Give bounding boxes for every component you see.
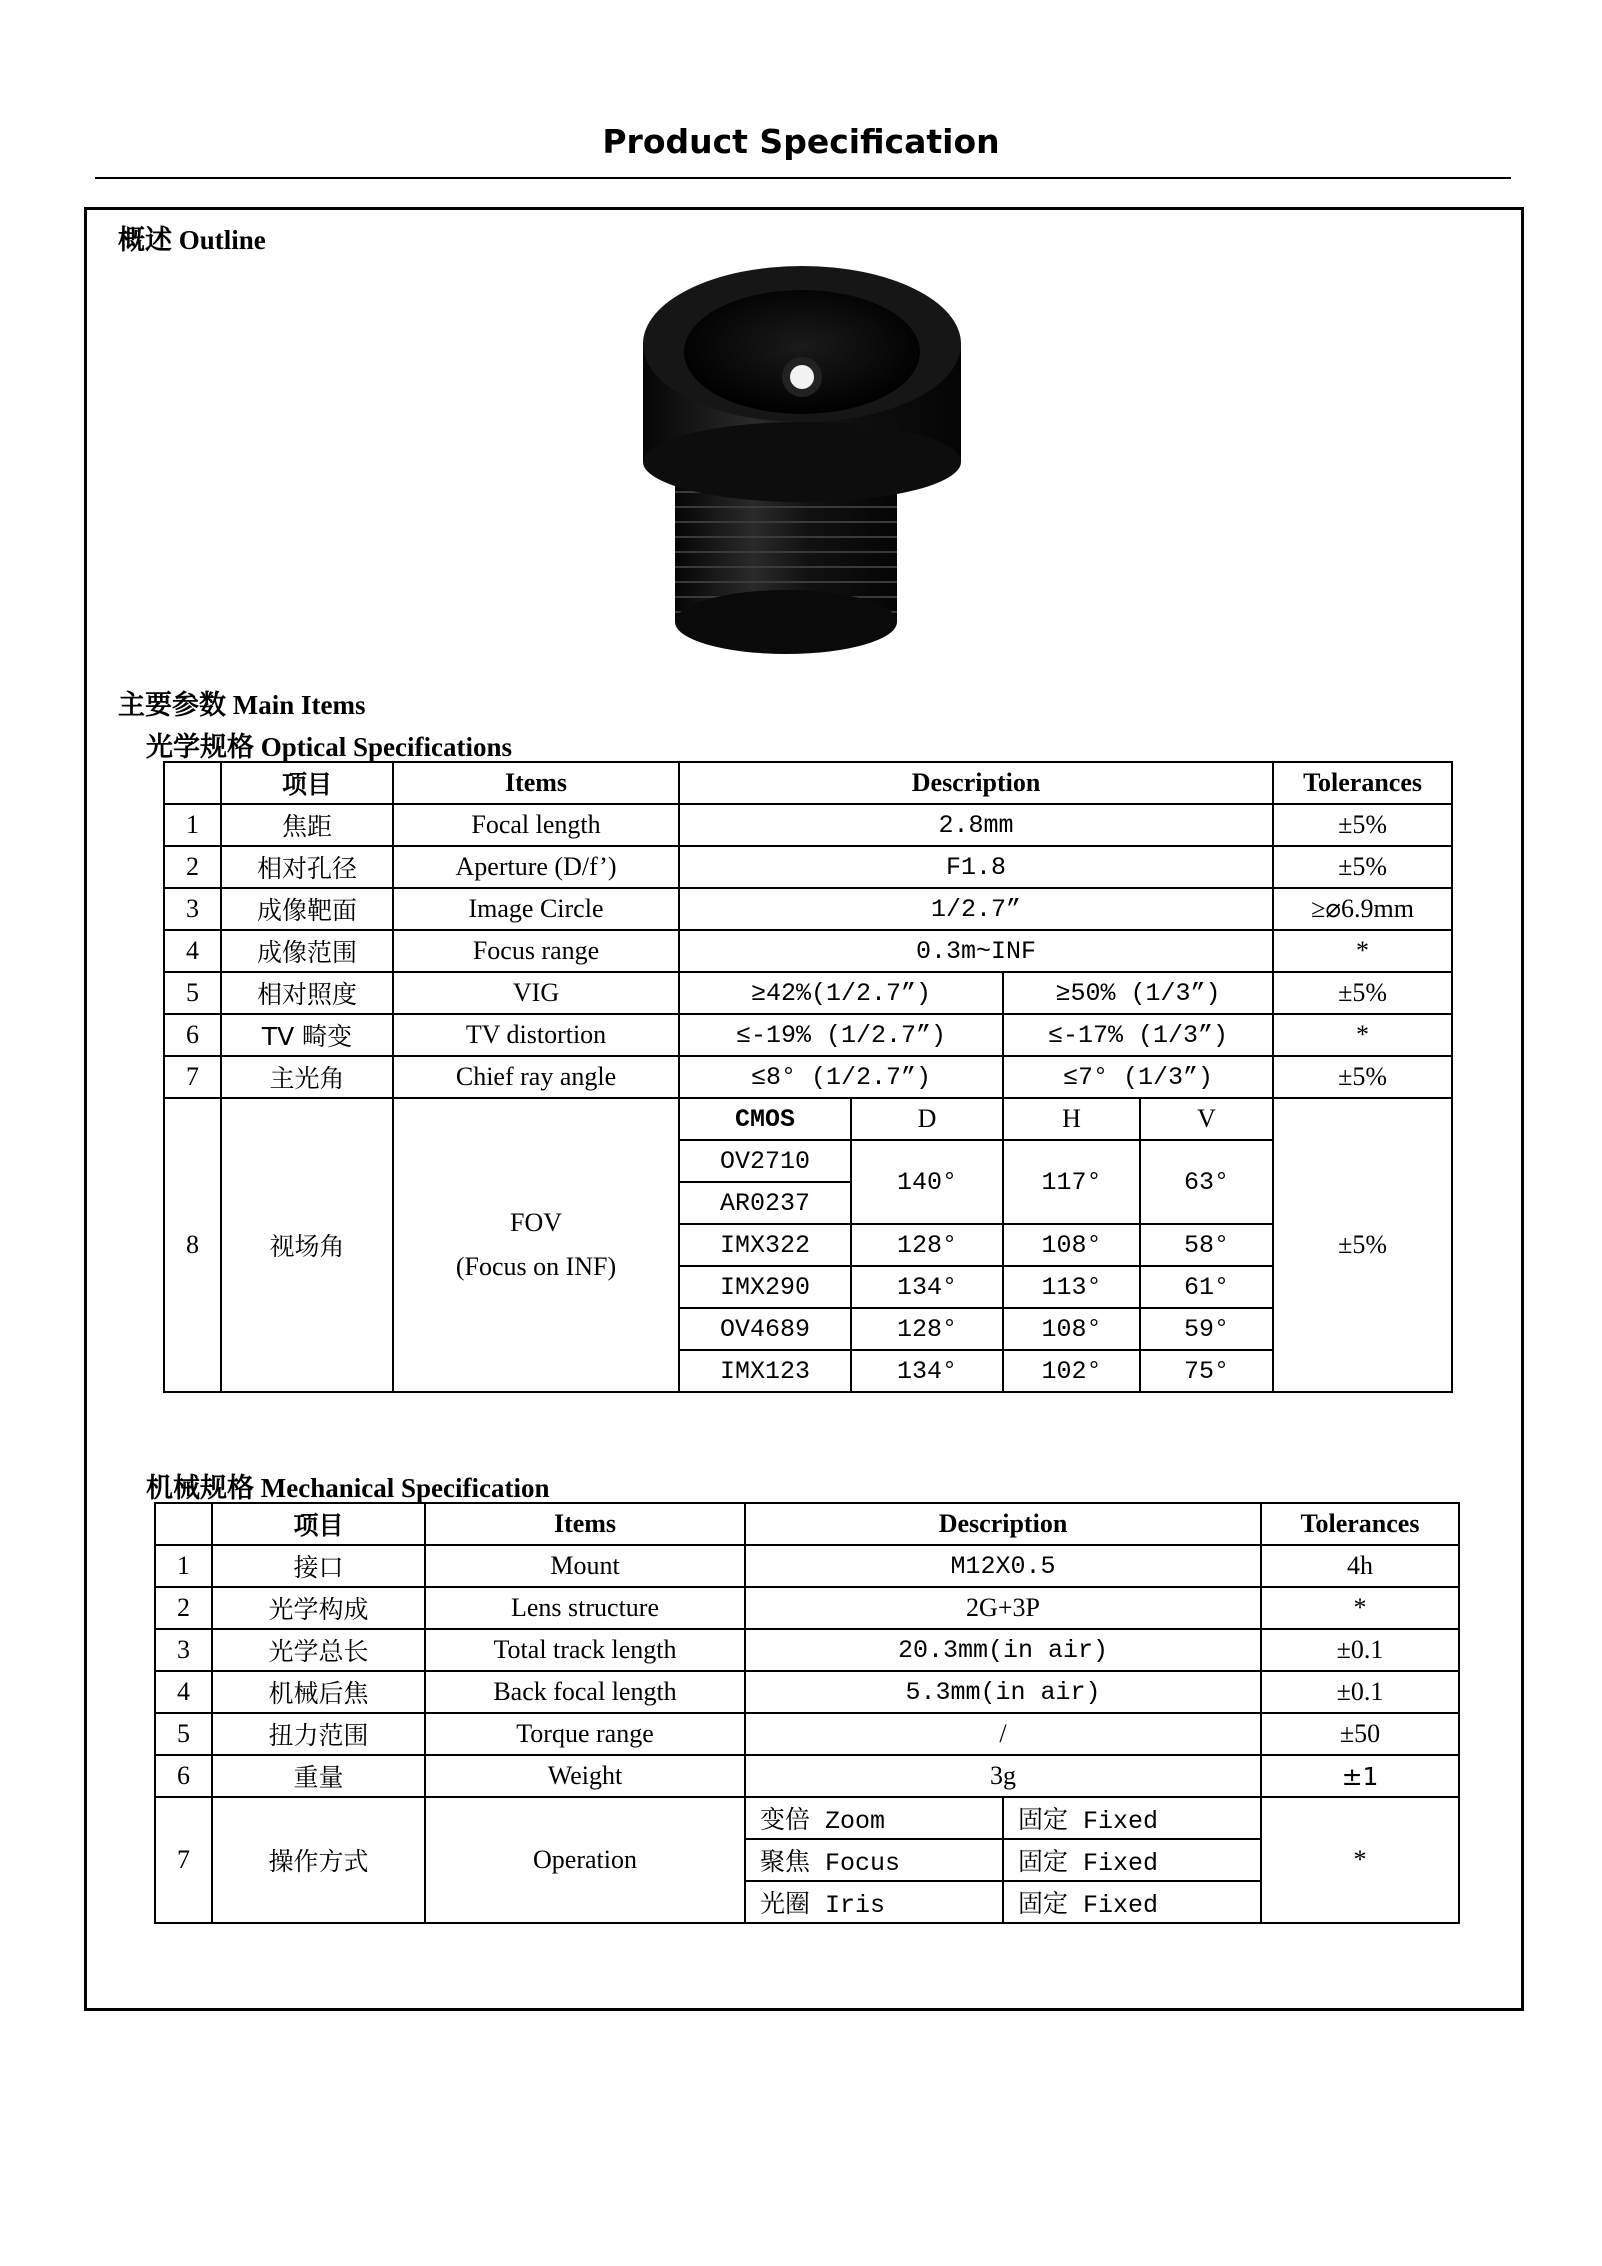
item-description: 5.3mm(in air) <box>745 1671 1261 1713</box>
table-row <box>155 1587 1459 1629</box>
fov-sensor: AR0237 <box>679 1182 851 1224</box>
table-row <box>155 1671 1459 1713</box>
item-tolerance: ±0.1 <box>1261 1671 1459 1713</box>
item-en: Image Circle <box>393 888 679 930</box>
header-cn: 项目 <box>221 762 393 804</box>
table-row <box>164 1056 1452 1098</box>
item-description-a: ≥42%(1/2.7”) <box>679 972 1003 1014</box>
row-number: 1 <box>155 1545 212 1587</box>
fov-d: 134° <box>851 1266 1003 1308</box>
item-description: 0.3m~INF <box>679 930 1273 972</box>
fov-label-line1: FOV <box>509 1208 562 1237</box>
item-en: Lens structure <box>425 1587 745 1629</box>
table-row <box>155 1713 1459 1755</box>
mechanical-heading: 机械规格 Mechanical Specification <box>146 1473 550 1503</box>
item-en: Torque range <box>425 1713 745 1755</box>
fov-v: 59° <box>1140 1308 1273 1350</box>
fov-v: 61° <box>1140 1266 1273 1308</box>
item-description: 3g <box>745 1755 1261 1797</box>
fov-h: 108° <box>1003 1224 1140 1266</box>
operation-value: 固定 Fixed <box>1003 1881 1261 1923</box>
mechanical-spec-table <box>154 1502 1460 1924</box>
fov-d: 128° <box>851 1308 1003 1350</box>
table-row <box>164 804 1452 846</box>
item-description: 20.3mm(in air) <box>745 1629 1261 1671</box>
item-description: F1.8 <box>679 846 1273 888</box>
main-items-heading: 主要参数 Main Items <box>118 690 366 720</box>
fov-h: 117° <box>1003 1140 1140 1224</box>
fov-h: 108° <box>1003 1308 1140 1350</box>
optical-spec-table <box>163 761 1453 1393</box>
table-row <box>164 888 1452 930</box>
item-description: 1/2.7” <box>679 888 1273 930</box>
item-en: Focus range <box>393 930 679 972</box>
row-number: 3 <box>164 888 221 930</box>
row-number: 2 <box>155 1587 212 1629</box>
header-cn: 项目 <box>212 1503 425 1545</box>
item-tolerance: ≥⌀6.9mm <box>1273 888 1452 930</box>
header-items: Items <box>393 762 679 804</box>
row-number: 2 <box>164 846 221 888</box>
table-row <box>164 930 1452 972</box>
row-number: 4 <box>155 1671 212 1713</box>
fov-label-line2: (Focus on INF) <box>455 1252 617 1281</box>
fov-header-row <box>164 1098 1452 1140</box>
fov-d: 140° <box>851 1140 1003 1224</box>
fov-d: 134° <box>851 1350 1003 1392</box>
optical-heading: 光学规格 Optical Specifications <box>146 732 512 762</box>
row-number: 1 <box>164 804 221 846</box>
row-number: 8 <box>164 1098 221 1392</box>
row-number: 5 <box>164 972 221 1014</box>
lens-glass <box>790 365 814 389</box>
header-tolerances: Tolerances <box>1261 1503 1459 1545</box>
item-en: TV distortion <box>393 1014 679 1056</box>
row-number: 5 <box>155 1713 212 1755</box>
lens-bottom <box>675 590 897 654</box>
fov-col-cmos: CMOS <box>679 1098 851 1140</box>
header-description: Description <box>745 1503 1261 1545</box>
item-description-a: ≤-19% (1/2.7”) <box>679 1014 1003 1056</box>
item-tolerance: 4h <box>1261 1545 1459 1587</box>
item-tolerance: ±5% <box>1273 804 1452 846</box>
fov-label <box>393 1098 679 1392</box>
operation-row <box>155 1797 1459 1839</box>
item-description-a: ≤8° (1/2.7”) <box>679 1056 1003 1098</box>
operation-mode: 聚焦 Focus <box>745 1839 1003 1881</box>
item-cn: 成像范围 <box>221 930 393 972</box>
item-cn: 主光角 <box>221 1056 393 1098</box>
item-tolerance: ±5% <box>1273 1056 1452 1098</box>
table-header-row <box>155 1503 1459 1545</box>
item-en: Weight <box>425 1755 745 1797</box>
operation-mode: 变倍 Zoom <box>745 1797 1003 1839</box>
table-row <box>155 1545 1459 1587</box>
fov-sensor: IMX322 <box>679 1224 851 1266</box>
item-cn: 焦距 <box>221 804 393 846</box>
item-cn: 视场角 <box>221 1098 393 1392</box>
item-en: Chief ray angle <box>393 1056 679 1098</box>
item-en: Back focal length <box>425 1671 745 1713</box>
item-en: Mount <box>425 1545 745 1587</box>
item-cn: 机械后焦 <box>212 1671 425 1713</box>
item-tolerance: ±5% <box>1273 846 1452 888</box>
table-row <box>164 846 1452 888</box>
row-number: 7 <box>155 1797 212 1923</box>
table-row <box>155 1629 1459 1671</box>
row-number: 3 <box>155 1629 212 1671</box>
item-tolerance: ±5% <box>1273 1098 1452 1392</box>
operation-value: 固定 Fixed <box>1003 1797 1261 1839</box>
item-en: Aperture (D/f’) <box>393 846 679 888</box>
item-cn: 相对孔径 <box>221 846 393 888</box>
fov-h: 102° <box>1003 1350 1140 1392</box>
header-items: Items <box>425 1503 745 1545</box>
fov-sensor: OV2710 <box>679 1140 851 1182</box>
item-cn: 光学构成 <box>212 1587 425 1629</box>
item-cn: 光学总长 <box>212 1629 425 1671</box>
lens-photo <box>640 262 966 668</box>
item-cn: TV 畸变 <box>221 1014 393 1056</box>
item-en: Operation <box>425 1797 745 1923</box>
table-header-row <box>164 762 1452 804</box>
fov-v: 75° <box>1140 1350 1273 1392</box>
fov-h: 113° <box>1003 1266 1140 1308</box>
item-tolerance: * <box>1273 1014 1452 1056</box>
item-cn: 重量 <box>212 1755 425 1797</box>
table-row <box>155 1755 1459 1797</box>
item-cn: 接口 <box>212 1545 425 1587</box>
fov-v: 58° <box>1140 1224 1273 1266</box>
item-en: Total track length <box>425 1629 745 1671</box>
table-row <box>164 1014 1452 1056</box>
outline-heading: 概述 Outline <box>118 225 266 255</box>
fov-d: 128° <box>851 1224 1003 1266</box>
lens-collar-bottom <box>643 422 961 502</box>
item-description: 2.8mm <box>679 804 1273 846</box>
operation-value: 固定 Fixed <box>1003 1839 1261 1881</box>
item-cn: 成像靶面 <box>221 888 393 930</box>
row-number: 7 <box>164 1056 221 1098</box>
row-number: 6 <box>164 1014 221 1056</box>
item-tolerance: ±5% <box>1273 972 1452 1014</box>
fov-col-h: H <box>1003 1098 1140 1140</box>
item-en: Focal length <box>393 804 679 846</box>
item-description-b: ≥50% (1/3”) <box>1003 972 1273 1014</box>
header-no <box>164 762 221 804</box>
item-description: M12X0.5 <box>745 1545 1261 1587</box>
header-description: Description <box>679 762 1273 804</box>
fov-col-v: V <box>1140 1098 1273 1140</box>
item-description-b: ≤7° (1/3”) <box>1003 1056 1273 1098</box>
item-description: / <box>745 1713 1261 1755</box>
page-title: Product Specification <box>602 122 1000 161</box>
item-description: 2G+3P <box>745 1587 1261 1629</box>
header-no <box>155 1503 212 1545</box>
item-tolerance: ±50 <box>1261 1713 1459 1755</box>
row-number: 6 <box>155 1755 212 1797</box>
item-tolerance: * <box>1261 1587 1459 1629</box>
item-tolerance: ±1 <box>1261 1755 1459 1797</box>
item-description-b: ≤-17% (1/3”) <box>1003 1014 1273 1056</box>
title-divider <box>95 177 1511 179</box>
fov-sensor: OV4689 <box>679 1308 851 1350</box>
fov-sensor: IMX123 <box>679 1350 851 1392</box>
item-cn: 相对照度 <box>221 972 393 1014</box>
fov-sensor: IMX290 <box>679 1266 851 1308</box>
header-tolerances: Tolerances <box>1273 762 1452 804</box>
item-tolerance: * <box>1261 1797 1459 1923</box>
row-number: 4 <box>164 930 221 972</box>
item-tolerance: ±0.1 <box>1261 1629 1459 1671</box>
table-row <box>164 972 1452 1014</box>
item-tolerance: * <box>1273 930 1452 972</box>
item-en: VIG <box>393 972 679 1014</box>
item-cn: 扭力范围 <box>212 1713 425 1755</box>
fov-v: 63° <box>1140 1140 1273 1224</box>
fov-col-d: D <box>851 1098 1003 1140</box>
item-cn: 操作方式 <box>212 1797 425 1923</box>
operation-mode: 光圈 Iris <box>745 1881 1003 1923</box>
